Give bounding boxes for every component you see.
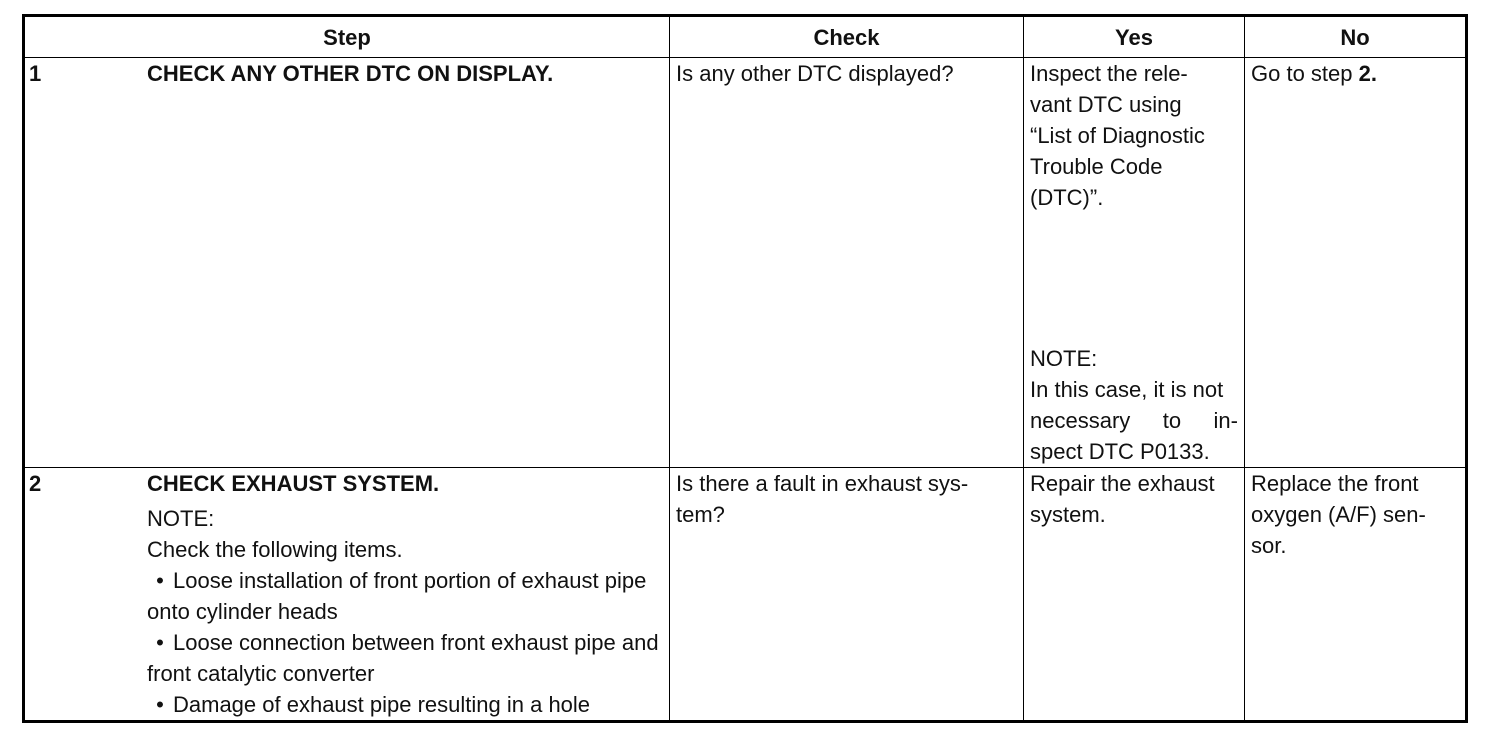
bullet-icon: • — [156, 568, 164, 593]
bullet-text: Damage of exhaust pipe resulting in a hole — [173, 692, 591, 717]
header-step: Step — [24, 16, 670, 58]
no-line: Replace the front — [1251, 471, 1419, 496]
step-cell — [24, 468, 670, 722]
check-line: tem? — [676, 502, 725, 527]
header-check: Check — [670, 16, 1024, 58]
note-text: Check the following items. — [147, 537, 403, 562]
no-prefix: Go to step — [1251, 61, 1359, 86]
no-text — [1251, 58, 1459, 89]
step-number: 1 — [29, 61, 42, 86]
bullet-text: Loose installation of front portion of exhaust pipe onto cylinder heads — [147, 568, 647, 624]
yes-note-line: spect DTC P0133. — [1030, 439, 1210, 464]
header-yes: Yes — [1024, 16, 1245, 58]
no-cell — [1245, 58, 1467, 468]
bullet-item — [147, 565, 663, 627]
yes-line: vant DTC using — [1030, 92, 1182, 117]
diagnostic-table — [22, 14, 1468, 723]
bullet-item — [147, 689, 663, 720]
no-cell — [1245, 468, 1467, 722]
header-no: No — [1245, 16, 1467, 58]
yes-line: Repair the exhaust — [1030, 471, 1215, 496]
check-line: Is there a fault in exhaust sys- — [676, 471, 969, 496]
step-title: CHECK EXHAUST SYSTEM. — [147, 471, 440, 496]
step-cell — [24, 58, 670, 468]
yes-line: system. — [1030, 502, 1106, 527]
step-number: 2 — [29, 471, 42, 496]
bullet-item — [147, 627, 663, 689]
check-cell — [670, 468, 1024, 722]
table-row — [24, 58, 1467, 468]
yes-note-label: NOTE: — [1030, 346, 1098, 371]
yes-line: Trouble Code — [1030, 154, 1163, 179]
bullet-icon: • — [156, 692, 164, 717]
yes-note-line: necessary to in- — [1030, 408, 1238, 433]
check-cell — [670, 58, 1024, 468]
header-row — [24, 16, 1467, 58]
table-row — [24, 468, 1467, 722]
yes-line: Inspect the rele- — [1030, 61, 1188, 86]
bullet-text: Loose connection between front exhaust pipe and front catalytic converter — [147, 630, 659, 686]
yes-cell — [1024, 468, 1245, 722]
step-reference: 2. — [1358, 61, 1377, 86]
yes-note-line: In this case, it is not — [1030, 377, 1224, 402]
no-line: sor. — [1251, 533, 1287, 558]
step-title: CHECK ANY OTHER DTC ON DISPLAY. — [147, 61, 554, 86]
yes-line: “List of Diagnostic — [1030, 123, 1205, 148]
yes-cell — [1024, 58, 1245, 468]
check-text: Is any other DTC displayed? — [676, 61, 954, 86]
note-label: NOTE: — [147, 506, 215, 531]
yes-line: (DTC)”. — [1030, 185, 1104, 210]
bullet-icon: • — [156, 630, 164, 655]
no-line: oxygen (A/F) sen- — [1251, 502, 1426, 527]
